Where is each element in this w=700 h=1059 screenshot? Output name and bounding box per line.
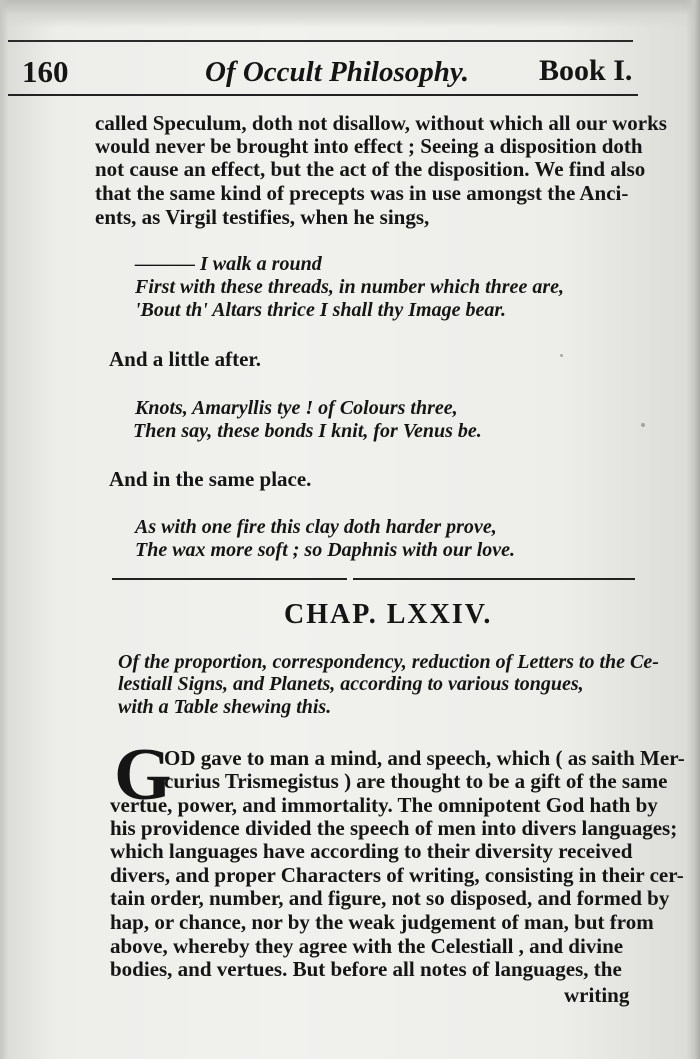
- intro-line-5: ents, as Virgil testifies, when he sings,: [95, 205, 430, 229]
- section-rule-right: [353, 578, 635, 580]
- ink-speck: [641, 423, 645, 427]
- after-label-1: And a little after.: [109, 347, 262, 371]
- intro-line-1: called Speculum, doth not disallow, without which all our works: [95, 111, 667, 135]
- page-header: [0, 46, 700, 90]
- body-line-9: above, whereby they agree with the Celestiall , and divine: [110, 934, 624, 958]
- body-line-7: tain order, number, and figure, not so disposed, and formed by: [110, 886, 670, 910]
- verse-three-line-2: The wax more soft ; so Daphnis with our love.: [135, 539, 516, 561]
- body-line-5: which languages have according to their diversity received: [110, 839, 633, 863]
- body-line-2: curius Trismegistus ) are thought to be a gift of the same: [164, 769, 668, 793]
- running-title: Of Occult Philosophy.: [205, 56, 469, 88]
- catchword: writing: [564, 983, 630, 1007]
- body-line-6: divers, and proper Characters of writing, consisting in their cer-: [110, 863, 684, 887]
- after-label-2: And in the same place.: [109, 467, 312, 491]
- scan-shadow-right: [686, 0, 700, 1059]
- body-line-1: OD gave to man a mind, and speech, which ( as saith Mer-: [164, 746, 685, 770]
- intro-line-4: that the same kind of precepts was in use amongst the Anci-: [95, 181, 629, 205]
- body-line-8: hap, or chance, nor by the weak judgement of man, but from: [110, 910, 654, 934]
- header-rule: [8, 94, 638, 96]
- top-border-rule: [8, 40, 633, 42]
- page-number: 160: [22, 54, 69, 89]
- intro-line-3: not cause an effect, but the act of the disposition. We find also: [95, 157, 646, 181]
- body-line-10: bodies, and vertues. But before all notes of languages, the: [110, 957, 622, 981]
- dropcap-letter: G: [114, 734, 172, 816]
- chapter-summary-line-1: Of the proportion, correspondency, reduction of Letters to the Ce-: [118, 651, 659, 673]
- scan-shadow-left: [0, 0, 8, 1059]
- verse-one-line-3: 'Bout th' Altars thrice I shall thy Image bear.: [135, 299, 506, 321]
- scan-shadow-top: [0, 0, 700, 28]
- book-label: Book I.: [539, 54, 633, 87]
- intro-line-2: would never be brought into effect ; Seeing a disposition doth: [95, 134, 643, 158]
- chapter-summary-line-2: lestiall Signs, and Planets, according to various tongues,: [118, 673, 584, 695]
- verse-two-line-2: Then say, these bonds I knit, for Venus be.: [133, 420, 482, 442]
- verse-two-line-1: Knots, Amaryllis tye ! of Colours three,: [135, 397, 458, 419]
- chapter-title: CHAP. LXXIV.: [284, 599, 493, 630]
- verse-one-line-2: First with these threads, in number which three are,: [135, 276, 564, 298]
- section-rule-left: [112, 578, 347, 580]
- body-line-3: vertue, power, and immortality. The omnipotent God hath by: [110, 793, 658, 817]
- chapter-summary-line-3: with a Table shewing this.: [118, 696, 332, 718]
- body-line-4: his providence divided the speech of men into divers languages;: [110, 816, 678, 840]
- verse-one-line-1: ——— I walk a round: [135, 253, 322, 275]
- ink-speck: [560, 354, 563, 357]
- verse-three-line-1: As with one fire this clay doth harder prove,: [135, 516, 497, 538]
